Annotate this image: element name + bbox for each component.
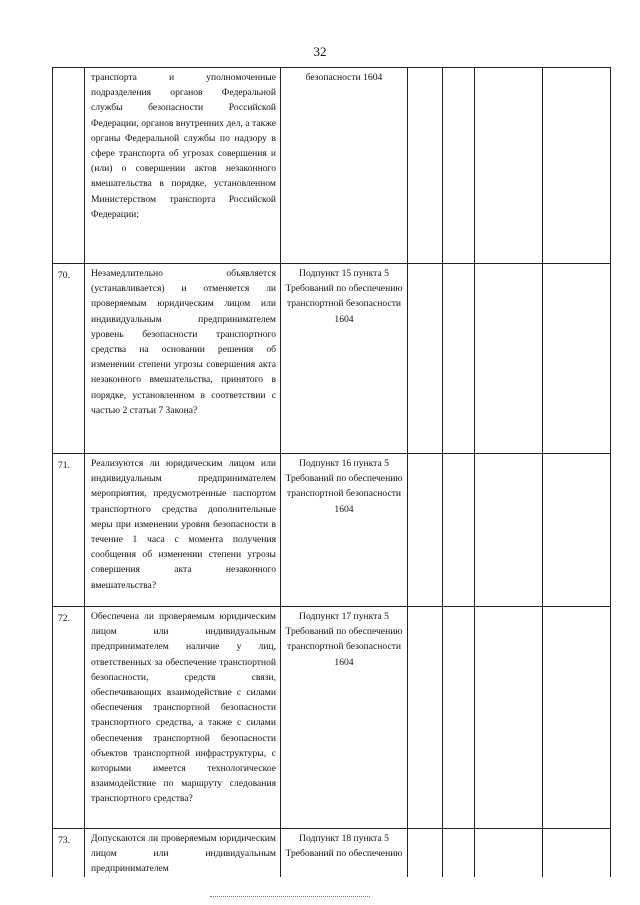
table-row <box>53 454 611 607</box>
row-question: транспорта и уполномоченные подразделения органов Федеральной службы безопасности Российской Федерации, органов внутренних дел, а также органы Федеральной службы по надзору в сфере транспорта об угрозах совершения и (или) о совершении актов незаконного вмешательства в порядке, установленном Министерством транспорта Российской Федерации; <box>85 68 281 264</box>
answer-cell <box>443 607 475 829</box>
table-row <box>53 607 611 829</box>
row-question: Реализуются ли юридическим лицом или индивидуальным предпринимателем мероприятия, предусмотренные паспортом транспортного средства дополнительные меры при изменении уровня безопасности в течение 1 часа с момента получения сообщения об изменении степени угрозы совершения акта незаконного вмешательства? <box>85 454 281 607</box>
answer-cell <box>543 264 611 454</box>
page-number: 32 <box>313 44 327 59</box>
answer-cell <box>543 454 611 607</box>
row-number: 72. <box>53 607 85 829</box>
table-row <box>53 68 611 264</box>
checklist-table <box>52 67 611 877</box>
answer-cell <box>475 68 543 264</box>
answer-cell <box>475 829 543 877</box>
row-question: Обеспечена ли проверяемым юридическим лицом или индивидуальным предпринимателем наличие у лиц, ответственных за обеспечение транспортной безопасности, средств связи, обеспечивающих взаимодействие с силами обеспечения транспортной безопасности транспортного средства, а также с силами обеспечения транспортной безопасности объектов транспортной инфраструктуры, с которыми имеется технологическое взаимодействие по маршруту следования транспортного средства? <box>85 607 281 829</box>
row-number <box>53 68 85 264</box>
row-number: 71. <box>53 454 85 607</box>
answer-cell <box>443 454 475 607</box>
answer-cell <box>408 68 443 264</box>
scan-edge-mark <box>210 896 370 898</box>
answer-cell <box>408 607 443 829</box>
row-reference: Подпункт 18 пункта 5 Требований по обеспечению <box>281 829 408 877</box>
answer-cell <box>475 454 543 607</box>
row-number: 70. <box>53 264 85 454</box>
table-row <box>53 264 611 454</box>
row-reference: Подпункт 17 пункта 5 Требований по обеспечению транспортной безопасности 1604 <box>281 607 408 829</box>
answer-cell <box>408 829 443 877</box>
row-reference: Подпункт 15 пункта 5 Требований по обеспечению транспортной безопасности 1604 <box>281 264 408 454</box>
answer-cell <box>408 264 443 454</box>
row-number: 73. <box>53 829 85 877</box>
answer-cell <box>543 68 611 264</box>
answer-cell <box>543 829 611 877</box>
answer-cell <box>443 264 475 454</box>
row-question: Допускаются ли проверяемым юридическим лицом или индивидуальным предпринимателем <box>85 829 281 877</box>
answer-cell <box>443 829 475 877</box>
answer-cell <box>443 68 475 264</box>
answer-cell <box>543 607 611 829</box>
table-row <box>53 829 611 877</box>
row-reference: безопасности 1604 <box>281 68 408 264</box>
row-reference: Подпункт 16 пункта 5 Требований по обеспечению транспортной безопасности 1604 <box>281 454 408 607</box>
answer-cell <box>475 607 543 829</box>
answer-cell <box>408 454 443 607</box>
answer-cell <box>475 264 543 454</box>
row-question: Незамедлительно объявляется (устанавливается) и отменяется ли проверяемым юридическим лицом или индивидуальным предпринимателем уровень безопасности транспортного средства на основании решения об изменении степени угрозы совершения акта незаконного вмешательства, принятого в порядке, установленном в соответствии с частью 2 статьи 7 Закона? <box>85 264 281 454</box>
